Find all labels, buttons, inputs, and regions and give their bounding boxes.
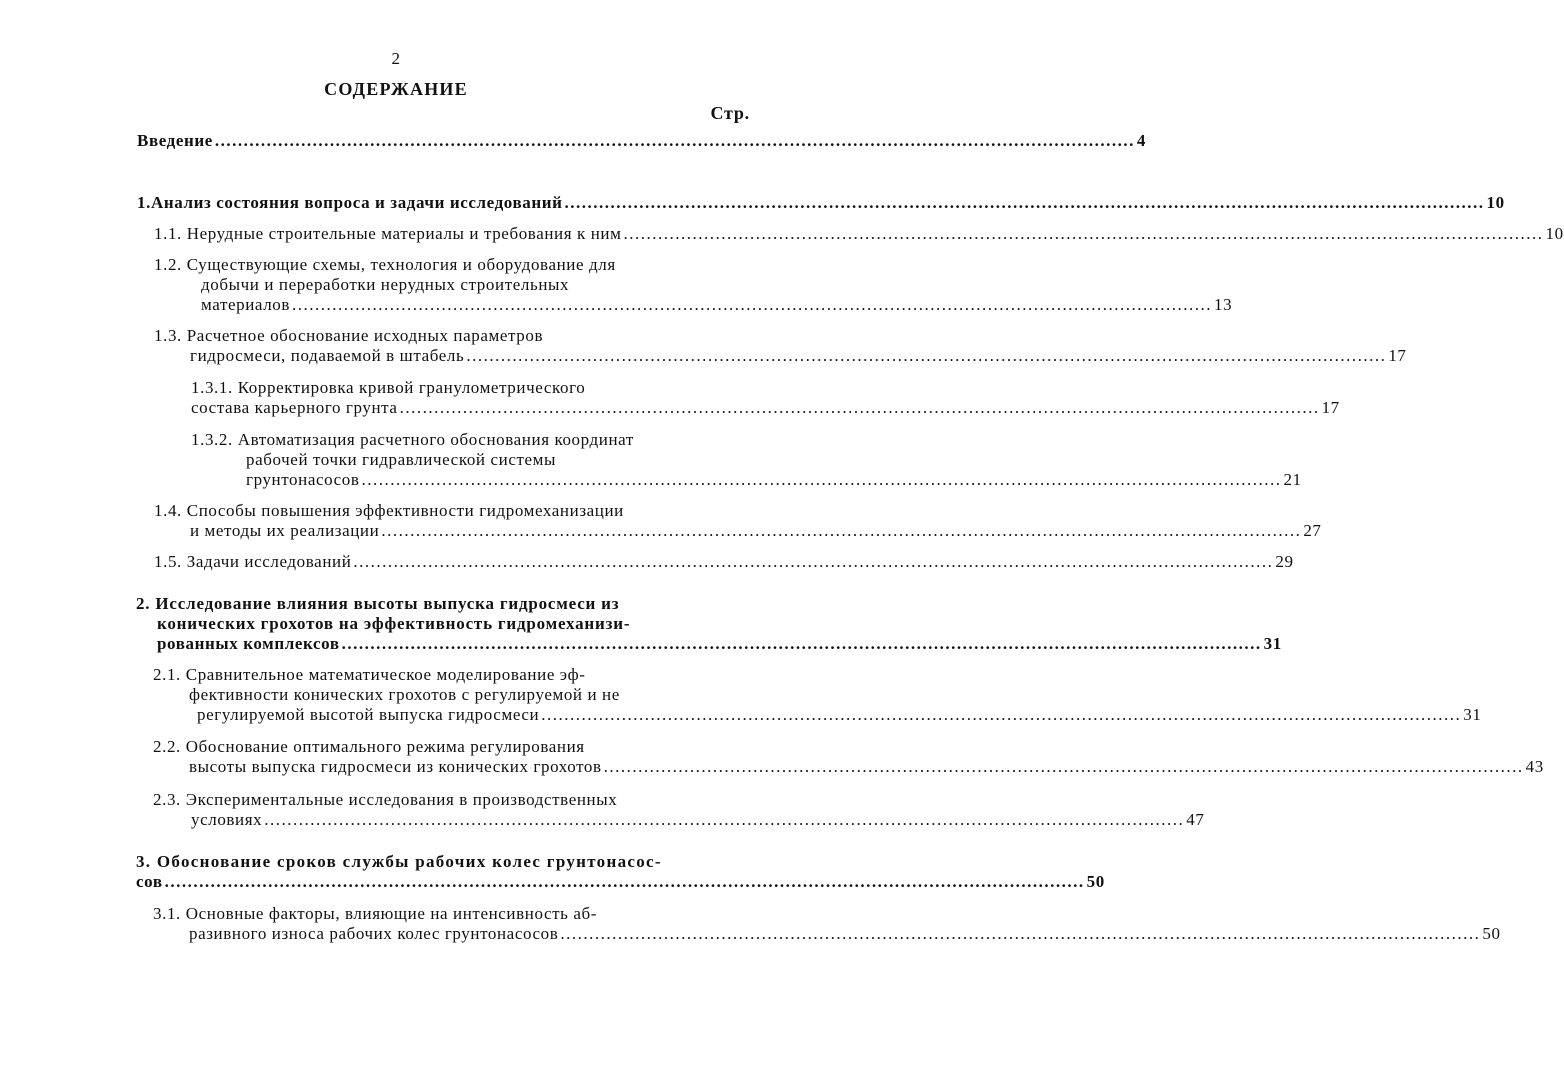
toc-entry-text: грунтонасосов [246,470,360,489]
toc-page-number: 47 [1186,810,1205,829]
leader-dots: ................................................................................................................................................................ [623,224,1544,243]
page-title: СОДЕРЖАНИЕ [324,79,468,99]
toc-page-number: 17 [1388,346,1407,365]
leader-dots: ................................................................................................................................................................ [541,705,1462,724]
toc-entry-text: 1.Анализ состояния вопроса и задачи исследований [137,193,563,212]
toc-page-number: 43 [1525,757,1544,776]
leader-dots: ................................................................................................................................................................ [353,552,1274,571]
leader-dots: ................................................................................................................................................................ [341,634,1262,653]
toc-entry-section-2-2[interactable] [189,757,1544,777]
toc-page-number: 31 [1263,634,1282,653]
toc-entry-text: сов [136,872,163,891]
toc-entry-section-1-4[interactable] [190,521,1322,541]
leader-dots: ................................................................................................................................................................ [564,193,1485,212]
toc-entry-section-2-3[interactable] [191,810,1205,830]
toc-page-number: 50 [1482,924,1501,943]
toc-entry-section-1-3-2-line-1: 1.3.2. Автоматизация расчетного обоснования координат [191,430,634,449]
page-number: 2 [391,49,401,68]
toc-entry-section-2-1[interactable] [197,705,1482,725]
toc-page-number: 29 [1275,552,1294,571]
leader-dots: ................................................................................................................................................................ [560,924,1481,943]
toc-entry-text: состава карьерного грунта [191,398,398,417]
leader-dots: ................................................................................................................................................................ [292,295,1213,314]
leader-dots: ................................................................................................................................................................ [466,346,1387,365]
toc-entry-section-1-2-line-1: 1.2. Существующие схемы, технология и оборудование для [154,255,616,274]
toc-entry-section-1-1[interactable] [154,224,1564,244]
toc-entry-text: гидросмеси, подаваемой в штабель [190,346,465,365]
toc-page-number: 21 [1283,470,1302,489]
toc-entry-intro[interactable] [137,131,1147,151]
toc-page-number: 31 [1463,705,1482,724]
toc-entry-section-1-5[interactable] [154,552,1294,572]
toc-entry-section-1-3-2[interactable] [246,470,1302,490]
toc-entry-section-3-1[interactable] [189,924,1501,944]
toc-page-number: 10 [1486,193,1505,212]
leader-dots: ................................................................................................................................................................ [214,131,1135,150]
leader-dots: ................................................................................................................................................................ [381,521,1302,540]
toc-entry-section-2-2-line-1: 2.2. Обоснование оптимального режима регулирования [153,737,585,756]
leader-dots: ................................................................................................................................................................ [361,470,1282,489]
toc-page-number: 10 [1545,224,1564,243]
leader-dots: ................................................................................................................................................................ [164,872,1085,891]
toc-entry-text: разивного износа рабочих колес грунтонасосов [189,924,559,943]
toc-entry-section-1-2[interactable] [201,295,1233,315]
toc-entry-text: 1.1. Нерудные строительные материалы и требования к ним [154,224,622,243]
toc-entry-section-2[interactable] [157,634,1282,654]
leader-dots: ................................................................................................................................................................ [399,398,1320,417]
toc-entry-section-2-line-1: 2. Исследование влияния высоты выпуска гидросмеси из [136,594,620,613]
toc-entry-section-1[interactable] [137,193,1505,213]
toc-page-number: 50 [1086,872,1105,891]
toc-entry-section-2-1-line-1: 2.1. Сравнительное математическое моделирование эф- [153,665,586,684]
leader-dots: ................................................................................................................................................................ [264,810,1185,829]
toc-entry-section-3-1-line-1: 3.1. Основные факторы, влияющие на интенсивность аб- [153,904,598,923]
toc-entry-section-3-line-1: 3. Обоснование сроков службы рабочих колес грунтонасос- [136,852,662,871]
page-column-label: Стр. [710,103,750,123]
toc-entry-text: рованных комплексов [157,634,340,653]
toc-entry-text: регулируемой высотой выпуска гидросмеси [197,705,540,724]
toc-entry-section-2-1-line-2: фективности конических грохотов с регулируемой и не [189,685,620,704]
toc-page-number: 4 [1136,131,1147,150]
leader-dots: ................................................................................................................................................................ [603,757,1524,776]
toc-entry-section-1-2-line-2: добычи и переработки нерудных строительных [201,275,570,294]
toc-entry-section-2-3-line-1: 2.3. Экспериментальные исследования в производственных [153,790,618,809]
toc-entry-text: и методы их реализации [190,521,380,540]
toc-entry-text: условиях [191,810,263,829]
toc-entry-section-1-4-line-1: 1.4. Способы повышения эффективности гидромеханизации [154,501,624,520]
toc-entry-text: Введение [137,131,213,150]
toc-entry-section-2-line-2: конических грохотов на эффективность гидромеханизи- [157,614,631,633]
toc-entry-text: 1.5. Задачи исследований [154,552,352,571]
toc-entry-section-3[interactable] [136,872,1105,892]
toc-entry-section-1-3-line-1: 1.3. Расчетное обоснование исходных параметров [154,326,544,345]
toc-page-number: 13 [1214,295,1233,314]
toc-entry-section-1-3-1-line-1: 1.3.1. Корректировка кривой гранулометрического [191,378,586,397]
toc-page-number: 17 [1321,398,1340,417]
toc-page-number: 27 [1303,521,1322,540]
toc-entry-text: материалов [201,295,291,314]
toc-entry-section-1-3-2-line-2: рабочей точки гидравлической системы [246,450,557,469]
toc-entry-section-1-3-1[interactable] [191,398,1340,418]
toc-entry-section-1-3[interactable] [190,346,1407,366]
toc-entry-text: высоты выпуска гидросмеси из конических грохотов [189,757,602,776]
